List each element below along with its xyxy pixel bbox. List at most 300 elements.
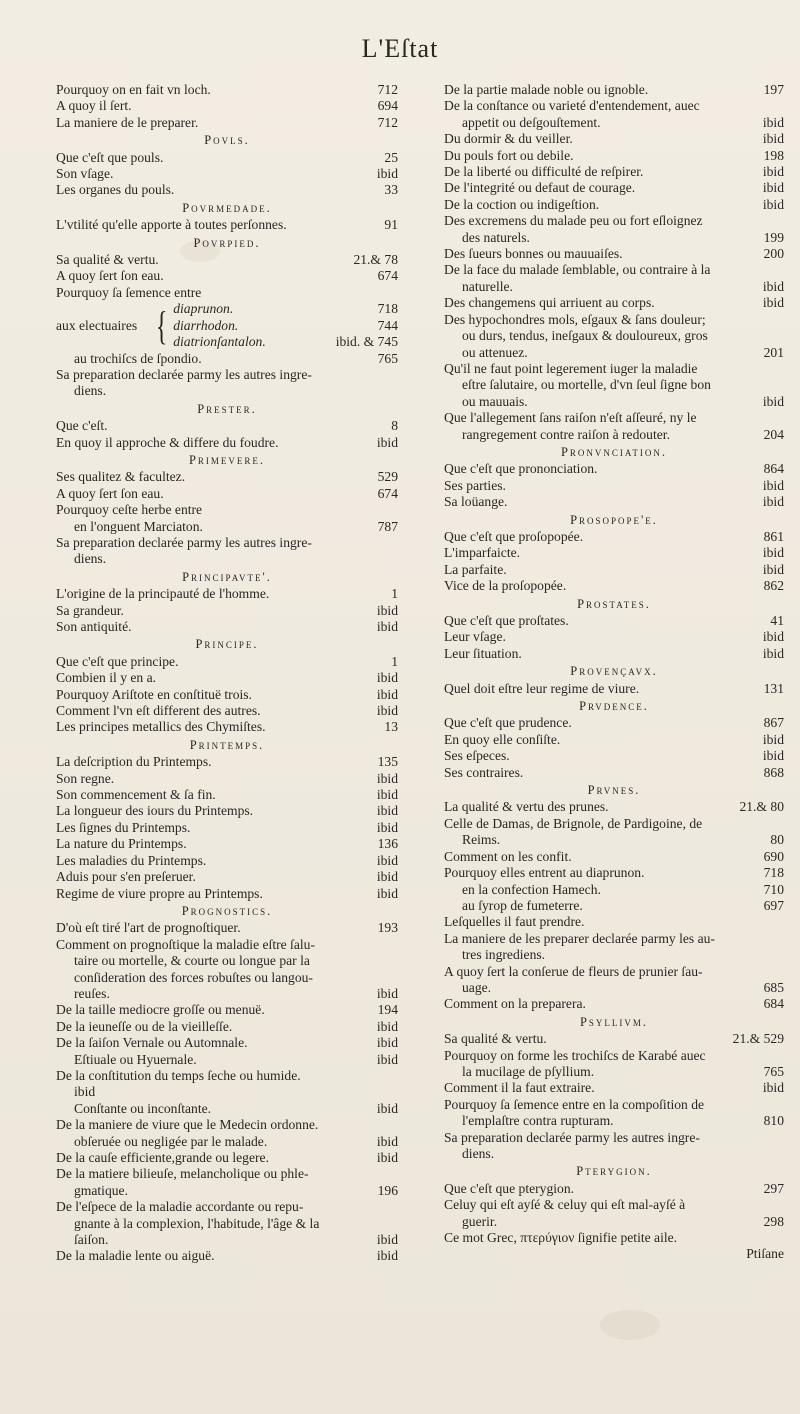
index-entry bbox=[56, 603, 398, 619]
entry-text: De la taille mediocre groſſe ou menuë. bbox=[56, 1002, 265, 1018]
entry-page: ibid bbox=[762, 114, 784, 130]
entry-page: ibid bbox=[762, 1080, 784, 1096]
entry-text: La maniere de les preparer declarée parmy les au- bbox=[444, 930, 715, 946]
entry-text: guerir. bbox=[462, 1213, 498, 1229]
index-entry bbox=[444, 964, 784, 980]
entry-page: ibid bbox=[762, 629, 784, 645]
entry-text: De la maladie lente ou aiguë. bbox=[56, 1248, 215, 1264]
entry-page: 765 bbox=[377, 350, 398, 366]
entry-text: Des excremens du malade peu ou fort eſloignez bbox=[444, 213, 703, 229]
index-entry bbox=[444, 681, 784, 697]
entry-text: La parfaite. bbox=[444, 561, 507, 577]
entry-text: A quoy ſert la conſerue de fleurs de prunier ſau- bbox=[444, 963, 703, 979]
entry-text: De l'eſpece de la maladie accordante ou repu- bbox=[56, 1199, 304, 1215]
index-entry bbox=[56, 351, 398, 367]
index-entry bbox=[444, 361, 784, 377]
entry-text: diatrionſantalon. bbox=[173, 334, 266, 350]
entry-page: 200 bbox=[763, 246, 784, 262]
index-entry bbox=[56, 886, 398, 902]
entry-page: ibid bbox=[762, 645, 784, 661]
index-entry bbox=[444, 646, 784, 662]
entry-text: diens. bbox=[462, 1146, 495, 1161]
entry-text: naturelle. bbox=[462, 278, 513, 294]
entry-text: De la partie malade noble ou ignoble. bbox=[444, 82, 649, 97]
entry-page: 41 bbox=[770, 613, 784, 628]
entry-text: gmatique. bbox=[74, 1182, 128, 1198]
entry-text: La qualité & vertu des prunes. bbox=[444, 799, 609, 815]
entry-text: Comment on les confit. bbox=[444, 848, 572, 864]
entry-text: au trochiſcs de ſpondio. bbox=[74, 350, 202, 366]
entry-page: ibid bbox=[376, 619, 398, 634]
entry-text: Des ſueurs bonnes ou mauuaiſes. bbox=[444, 246, 623, 262]
paper-stain bbox=[600, 1310, 660, 1340]
index-entry bbox=[56, 182, 398, 198]
entry-page: ibid bbox=[376, 819, 398, 835]
index-entry bbox=[444, 262, 784, 278]
index-entry bbox=[56, 1019, 398, 1035]
index-entry bbox=[444, 898, 784, 914]
entry-page: ibid bbox=[376, 1035, 398, 1051]
entry-page: ibid bbox=[376, 985, 398, 1001]
index-entry bbox=[444, 180, 784, 196]
index-entry bbox=[444, 816, 784, 832]
index-entry bbox=[444, 947, 784, 963]
entry-page: 21.& 529 bbox=[732, 1031, 784, 1047]
index-entry bbox=[444, 230, 784, 246]
entry-text: Que c'eſt que proſtates. bbox=[444, 613, 569, 628]
left-column bbox=[56, 82, 398, 1265]
index-entry bbox=[56, 1232, 398, 1248]
entry-text: Les principes metallics des Chymiſtes. bbox=[56, 719, 266, 735]
entry-page: 868 bbox=[763, 764, 784, 780]
index-entry bbox=[444, 1130, 784, 1146]
index-entry bbox=[444, 494, 784, 510]
index-entry bbox=[444, 765, 784, 781]
entry-page: ibid bbox=[762, 278, 784, 294]
entry-text: Les ſignes du Printemps. bbox=[56, 819, 191, 835]
index-entry bbox=[444, 715, 784, 731]
index-heading: Principavte'. bbox=[182, 569, 272, 584]
index-entry bbox=[444, 410, 784, 426]
index-entry bbox=[56, 469, 398, 485]
page-header: L'Eſtat bbox=[361, 34, 439, 63]
entry-page: 684 bbox=[763, 996, 784, 1012]
entry-text: Sa preparation declarée parmy les autres ingre- bbox=[56, 366, 312, 382]
index-entry bbox=[56, 435, 398, 451]
entry-page: ibid bbox=[762, 131, 784, 147]
entry-page: ibid bbox=[376, 1232, 398, 1248]
entry-page: 193 bbox=[377, 920, 398, 936]
index-entry bbox=[444, 914, 784, 930]
entry-text: des naturels. bbox=[462, 229, 530, 245]
entry-text: Sa qualité & vertu. bbox=[444, 1031, 547, 1047]
entry-page: ibid bbox=[762, 180, 784, 196]
entry-text: Qu'il ne faut point legerement iuger la maladie bbox=[444, 360, 698, 376]
entry-text: Les maladies du Printemps. bbox=[56, 852, 207, 868]
entry-page: 91 bbox=[384, 217, 398, 233]
entry-text: Sa preparation declarée parmy les autres ingre- bbox=[56, 534, 312, 550]
entry-page: ibid bbox=[376, 434, 398, 450]
index-entry bbox=[444, 1113, 784, 1129]
index-entry bbox=[56, 383, 398, 399]
index-entry bbox=[444, 931, 784, 947]
index-entry bbox=[56, 754, 398, 770]
entry-text: Quel doit eſtre leur regime de viure. bbox=[444, 680, 640, 696]
index-heading: Povrmedade. bbox=[182, 200, 272, 215]
entry-page: 135 bbox=[377, 754, 398, 770]
entry-text: Aduis pour s'en preſeruer. bbox=[56, 869, 196, 885]
entry-text: Leſquelles il faut prendre. bbox=[444, 914, 585, 930]
index-entry bbox=[444, 82, 784, 98]
index-entry bbox=[444, 980, 784, 996]
index-entry bbox=[56, 252, 398, 268]
entry-text: ou durs, tendus, ineſgaux & douloureux, gros bbox=[462, 328, 708, 344]
index-entry bbox=[444, 345, 784, 361]
index-entry bbox=[444, 213, 784, 229]
entry-text: Comment il la faut extraire. bbox=[444, 1080, 595, 1096]
index-entry bbox=[444, 197, 784, 213]
index-entry bbox=[56, 519, 398, 535]
index-entry bbox=[444, 115, 784, 131]
entry-text: Son regne. bbox=[56, 770, 115, 786]
entry-page: ibid. & 745 bbox=[335, 334, 398, 350]
index-heading: Pronvnciation. bbox=[560, 444, 668, 459]
entry-text: De la coction ou indigeſtion. bbox=[444, 196, 600, 212]
entry-page: ibid bbox=[376, 787, 398, 803]
index-entry bbox=[444, 328, 784, 344]
index-heading: Prostates. bbox=[577, 596, 651, 611]
index-entry bbox=[56, 150, 398, 166]
entry-page: 685 bbox=[763, 979, 784, 995]
entry-page: ibid bbox=[376, 1248, 398, 1264]
index-entry bbox=[56, 703, 398, 719]
index-entry bbox=[56, 1101, 398, 1117]
index-entry bbox=[444, 279, 784, 295]
index-entry bbox=[444, 865, 784, 881]
entry-page: 690 bbox=[763, 848, 784, 864]
entry-text: Ses parties. bbox=[444, 477, 506, 493]
index-entry bbox=[444, 799, 784, 815]
entry-page: 718 bbox=[763, 865, 784, 881]
entry-page: ibid bbox=[762, 731, 784, 747]
entry-text: Ses qualitez & facultez. bbox=[56, 469, 186, 485]
entry-page: 13 bbox=[384, 719, 398, 735]
entry-text: rangregement contre raiſon à redouter. bbox=[462, 426, 670, 442]
entry-page: 697 bbox=[763, 897, 784, 913]
index-entry bbox=[56, 1052, 398, 1068]
index-entry bbox=[56, 853, 398, 869]
index-entry bbox=[173, 301, 398, 317]
entry-text: ou mauuais. bbox=[462, 393, 528, 409]
entry-text: Combien il y en a. bbox=[56, 670, 157, 686]
entry-text: Regime de viure propre au Printemps. bbox=[56, 885, 263, 901]
entry-page: ibid bbox=[376, 803, 398, 819]
index-entry bbox=[56, 115, 398, 131]
index-entry bbox=[56, 1248, 398, 1264]
entry-text: la mucilage de pſyllium. bbox=[462, 1063, 595, 1079]
entry-text: Que c'eſt que prononciation. bbox=[444, 461, 598, 477]
index-entry bbox=[444, 1230, 784, 1246]
index-entry bbox=[56, 1183, 398, 1199]
index-entry bbox=[444, 1181, 784, 1197]
index-entry bbox=[444, 98, 784, 114]
entry-page: ibid bbox=[376, 885, 398, 901]
entry-text: Du dormir & du veiller. bbox=[444, 131, 573, 147]
entry-text: conſideration des forces robuſtes ou langou- bbox=[74, 969, 313, 985]
entry-text: Pourquoy Ariſtote en conſtituë trois. bbox=[56, 686, 252, 702]
index-heading: Printemps. bbox=[189, 737, 265, 752]
entry-text: De la ſaiſon Vernale ou Automnale. bbox=[56, 1035, 248, 1051]
entry-text: Des changemens qui arriuent au corps. bbox=[444, 295, 655, 311]
entry-text: Que c'eſt que pouls. bbox=[56, 149, 164, 165]
index-entry bbox=[56, 937, 398, 953]
entry-page: 194 bbox=[377, 1002, 398, 1018]
entry-text: De la ieuneſſe ou de la vieilleſſe. bbox=[56, 1018, 233, 1034]
entry-page: 196 bbox=[377, 1182, 398, 1198]
entry-page: ibid bbox=[376, 670, 398, 686]
index-entry bbox=[56, 1199, 398, 1215]
entry-text: La deſcription du Printemps. bbox=[56, 754, 212, 770]
entry-text: La maniere de le preparer. bbox=[56, 114, 199, 130]
index-entry bbox=[56, 285, 398, 301]
entry-text: reuſes. bbox=[74, 985, 110, 1001]
entry-text: Les organes du pouls. bbox=[56, 182, 175, 198]
index-entry bbox=[56, 803, 398, 819]
entry-text: Que l'allegement ſans raiſon n'eſt aſſeuré, ny le bbox=[444, 410, 697, 426]
entry-page: 765 bbox=[763, 1063, 784, 1079]
entry-text: A quoy ſert ſon eau. bbox=[56, 485, 164, 501]
index-entry bbox=[56, 970, 398, 986]
entry-text: La nature du Printemps. bbox=[56, 836, 187, 852]
index-entry bbox=[56, 535, 398, 551]
entry-page: ibid bbox=[376, 1051, 398, 1067]
entry-text: Du pouls fort ou debile. bbox=[444, 147, 574, 163]
entry-text: De la liberté ou difficulté de reſpirer. bbox=[444, 164, 644, 180]
entry-text: Sa qualité & vertu. bbox=[56, 252, 159, 268]
entry-page: 867 bbox=[763, 715, 784, 731]
index-entry bbox=[56, 1216, 398, 1232]
index-heading: Prvdence. bbox=[579, 699, 649, 714]
entry-page: 861 bbox=[763, 528, 784, 544]
entry-text: A quoy il ſert. bbox=[56, 98, 132, 114]
entry-page: ibid bbox=[376, 1100, 398, 1116]
entry-text: diens. bbox=[74, 551, 107, 567]
index-entry bbox=[444, 164, 784, 180]
entry-text: Ce mot Grec, πτερύγιον ſignifie petite aile. bbox=[444, 1230, 678, 1246]
entry-text: Comment on la preparera. bbox=[444, 996, 586, 1012]
entry-text: L'vtilité qu'elle apporte à toutes perſonnes. bbox=[56, 217, 287, 233]
index-entry bbox=[56, 719, 398, 735]
entry-text: Son antiquité. bbox=[56, 619, 132, 634]
entry-text: Pourquoy ſa ſemence entre en la compoſition de bbox=[444, 1096, 705, 1112]
index-entry bbox=[444, 1197, 784, 1213]
entry-text: Comment l'vn eſt different des autres. bbox=[56, 703, 261, 719]
index-entry bbox=[56, 1002, 398, 1018]
entry-text: diarrhodon. bbox=[173, 317, 239, 333]
index-heading: Prester. bbox=[197, 401, 257, 416]
index-heading: Psyllivm. bbox=[579, 1014, 649, 1029]
entry-page: 201 bbox=[763, 344, 784, 360]
index-entry bbox=[444, 461, 784, 477]
entry-text: Comment on prognoſtique la maladie eſtre ſalu- bbox=[56, 936, 315, 952]
entry-page: ibid bbox=[376, 1018, 398, 1034]
index-entry bbox=[56, 1117, 398, 1133]
entry-text: De la face du malade ſemblable, ou contraire à la bbox=[444, 262, 711, 278]
entry-text: en l'onguent Marciaton. bbox=[74, 518, 203, 534]
entry-text: En quoy il approche & differe du foudre. bbox=[56, 434, 279, 450]
entry-text: eſtre ſalutaire, ou mortelle, d'vn ſeul ſigne bon bbox=[462, 377, 711, 393]
entry-text: diens. bbox=[74, 383, 107, 399]
entry-text: taire ou mortelle, & courte ou longue par la bbox=[74, 953, 310, 969]
index-entry bbox=[56, 670, 398, 686]
entry-text: Pourquoy elles entrent au diaprunon. bbox=[444, 865, 645, 881]
entry-text: Leur vſage. bbox=[444, 629, 506, 645]
index-entry bbox=[444, 832, 784, 848]
index-entry bbox=[444, 1097, 784, 1113]
index-entry bbox=[444, 312, 784, 328]
index-entry bbox=[444, 394, 784, 410]
index-entry bbox=[56, 98, 398, 114]
entry-page: 712 bbox=[377, 114, 398, 130]
index-entry bbox=[444, 295, 784, 311]
index-entry bbox=[173, 334, 398, 350]
brace-group bbox=[56, 301, 398, 350]
brace-items bbox=[173, 301, 398, 350]
index-heading: Principe. bbox=[195, 637, 259, 652]
entry-page: 694 bbox=[377, 98, 398, 114]
entry-text: au ſyrop de fumeterre. bbox=[462, 897, 583, 913]
index-entry bbox=[56, 1166, 398, 1182]
entry-page: ibid bbox=[376, 1133, 398, 1149]
entry-page: ibid bbox=[376, 869, 398, 885]
index-entry bbox=[173, 318, 398, 334]
index-entry bbox=[56, 418, 398, 434]
entry-page: 787 bbox=[377, 518, 398, 534]
index-entry bbox=[56, 836, 398, 852]
index-entry bbox=[56, 502, 398, 518]
index-entry bbox=[56, 1084, 398, 1100]
entry-text: De la cauſe efficiente,grande ou legere. bbox=[56, 1150, 269, 1165]
entry-text: Vice de la proſopopée. bbox=[444, 578, 567, 594]
entry-page: 21.& 78 bbox=[353, 252, 398, 268]
index-entry bbox=[444, 1146, 784, 1162]
entry-page: 204 bbox=[763, 426, 784, 442]
entry-text: Son vſage. bbox=[56, 166, 114, 182]
entry-page: ibid bbox=[762, 748, 784, 764]
entry-page: ibid bbox=[376, 703, 398, 719]
entry-page: 199 bbox=[763, 229, 784, 245]
entry-text: Sa loüange. bbox=[444, 494, 508, 510]
entry-text: Que c'eſt que pterygion. bbox=[444, 1180, 575, 1196]
index-entry bbox=[444, 1048, 784, 1064]
entry-page: ibid bbox=[762, 295, 784, 311]
index-entry bbox=[56, 551, 398, 567]
index-heading: Povrpied. bbox=[193, 235, 261, 250]
entry-page: ibid bbox=[376, 686, 398, 702]
entry-text: Leur ſituation. bbox=[444, 645, 522, 661]
entry-text: Reims. bbox=[462, 832, 501, 848]
entry-text: Que c'eſt. bbox=[56, 418, 108, 434]
entry-page: 25 bbox=[384, 149, 398, 165]
index-entry bbox=[444, 1080, 784, 1096]
entry-text: Que c'eſt que prudence. bbox=[444, 715, 572, 731]
entry-page: 864 bbox=[763, 461, 784, 477]
index-entry bbox=[56, 166, 398, 182]
index-entry bbox=[56, 1134, 398, 1150]
entry-page: ibid bbox=[762, 196, 784, 212]
entry-page: ibid bbox=[376, 1150, 398, 1165]
entry-page: ibid bbox=[762, 393, 784, 409]
index-entry bbox=[444, 748, 784, 764]
entry-page: 744 bbox=[377, 317, 398, 333]
entry-text: ou attenuez. bbox=[462, 344, 528, 360]
index-entry bbox=[444, 1214, 784, 1230]
entry-text: En quoy elle conſiſte. bbox=[444, 731, 561, 747]
entry-text: L'origine de la principauté de l'homme. bbox=[56, 586, 270, 602]
entry-text: Ses contraires. bbox=[444, 764, 524, 780]
entry-text: gnante à la complexion, l'habitude, l'âge & la bbox=[74, 1215, 320, 1231]
entry-page: 136 bbox=[377, 836, 398, 852]
entry-page: 810 bbox=[763, 1113, 784, 1129]
entry-text: D'où eſt tiré l'art de prognoſtiquer. bbox=[56, 920, 241, 936]
entry-page: ibid bbox=[762, 561, 784, 577]
entry-page: ibid bbox=[376, 770, 398, 786]
index-entry bbox=[444, 148, 784, 164]
index-entry bbox=[444, 1064, 784, 1080]
index-entry bbox=[444, 996, 784, 1012]
entry-page: 298 bbox=[763, 1213, 784, 1229]
entry-text: Pourquoy ceſte herbe entre bbox=[56, 502, 203, 518]
entry-page: 198 bbox=[763, 147, 784, 163]
index-entry bbox=[56, 1068, 398, 1084]
entry-text: Eſtiuale ou Hyuernale. bbox=[74, 1051, 197, 1067]
index-entry bbox=[56, 820, 398, 836]
index-entry bbox=[444, 427, 784, 443]
index-entry bbox=[444, 1031, 784, 1047]
index-entry bbox=[56, 1150, 398, 1166]
entry-text: La longueur des iours du Printemps. bbox=[56, 803, 254, 819]
entry-text: diaprunon. bbox=[173, 301, 234, 317]
index-entry bbox=[444, 629, 784, 645]
index-entry bbox=[56, 619, 398, 635]
entry-text: Que c'eſt que principe. bbox=[56, 653, 179, 669]
entry-text: Sa preparation declarée parmy les autres ingre- bbox=[444, 1129, 700, 1145]
index-entry bbox=[444, 1246, 784, 1262]
entry-text: Des hypochondres mols, eſgaux & ſans douleur; bbox=[444, 311, 706, 327]
entry-text: Celuy qui eſt ayſé & celuy qui eſt mal-ayſé à bbox=[444, 1197, 686, 1213]
index-entry bbox=[444, 882, 784, 898]
index-heading: Prognostics. bbox=[181, 903, 273, 918]
index-entry bbox=[56, 367, 398, 383]
entry-page: ibid bbox=[762, 545, 784, 561]
entry-text: Pourquoy on en fait vn loch. bbox=[56, 82, 211, 97]
index-entry bbox=[56, 771, 398, 787]
entry-page: 21.& 80 bbox=[739, 799, 784, 815]
entry-text: Pourquoy on forme les trochiſcs de Karabé auec bbox=[444, 1047, 706, 1063]
index-entry bbox=[444, 377, 784, 393]
entry-page: 674 bbox=[377, 268, 398, 284]
index-entry bbox=[56, 82, 398, 98]
entry-text: Pourquoy ſa ſemence entre bbox=[56, 284, 202, 300]
index-entry bbox=[444, 849, 784, 865]
entry-page: 862 bbox=[763, 578, 784, 594]
index-entry bbox=[56, 486, 398, 502]
index-entry bbox=[56, 787, 398, 803]
index-entry bbox=[444, 246, 784, 262]
entry-page: ibid bbox=[762, 477, 784, 493]
index-heading: Prosopope'e. bbox=[570, 512, 658, 527]
index-entry bbox=[444, 732, 784, 748]
